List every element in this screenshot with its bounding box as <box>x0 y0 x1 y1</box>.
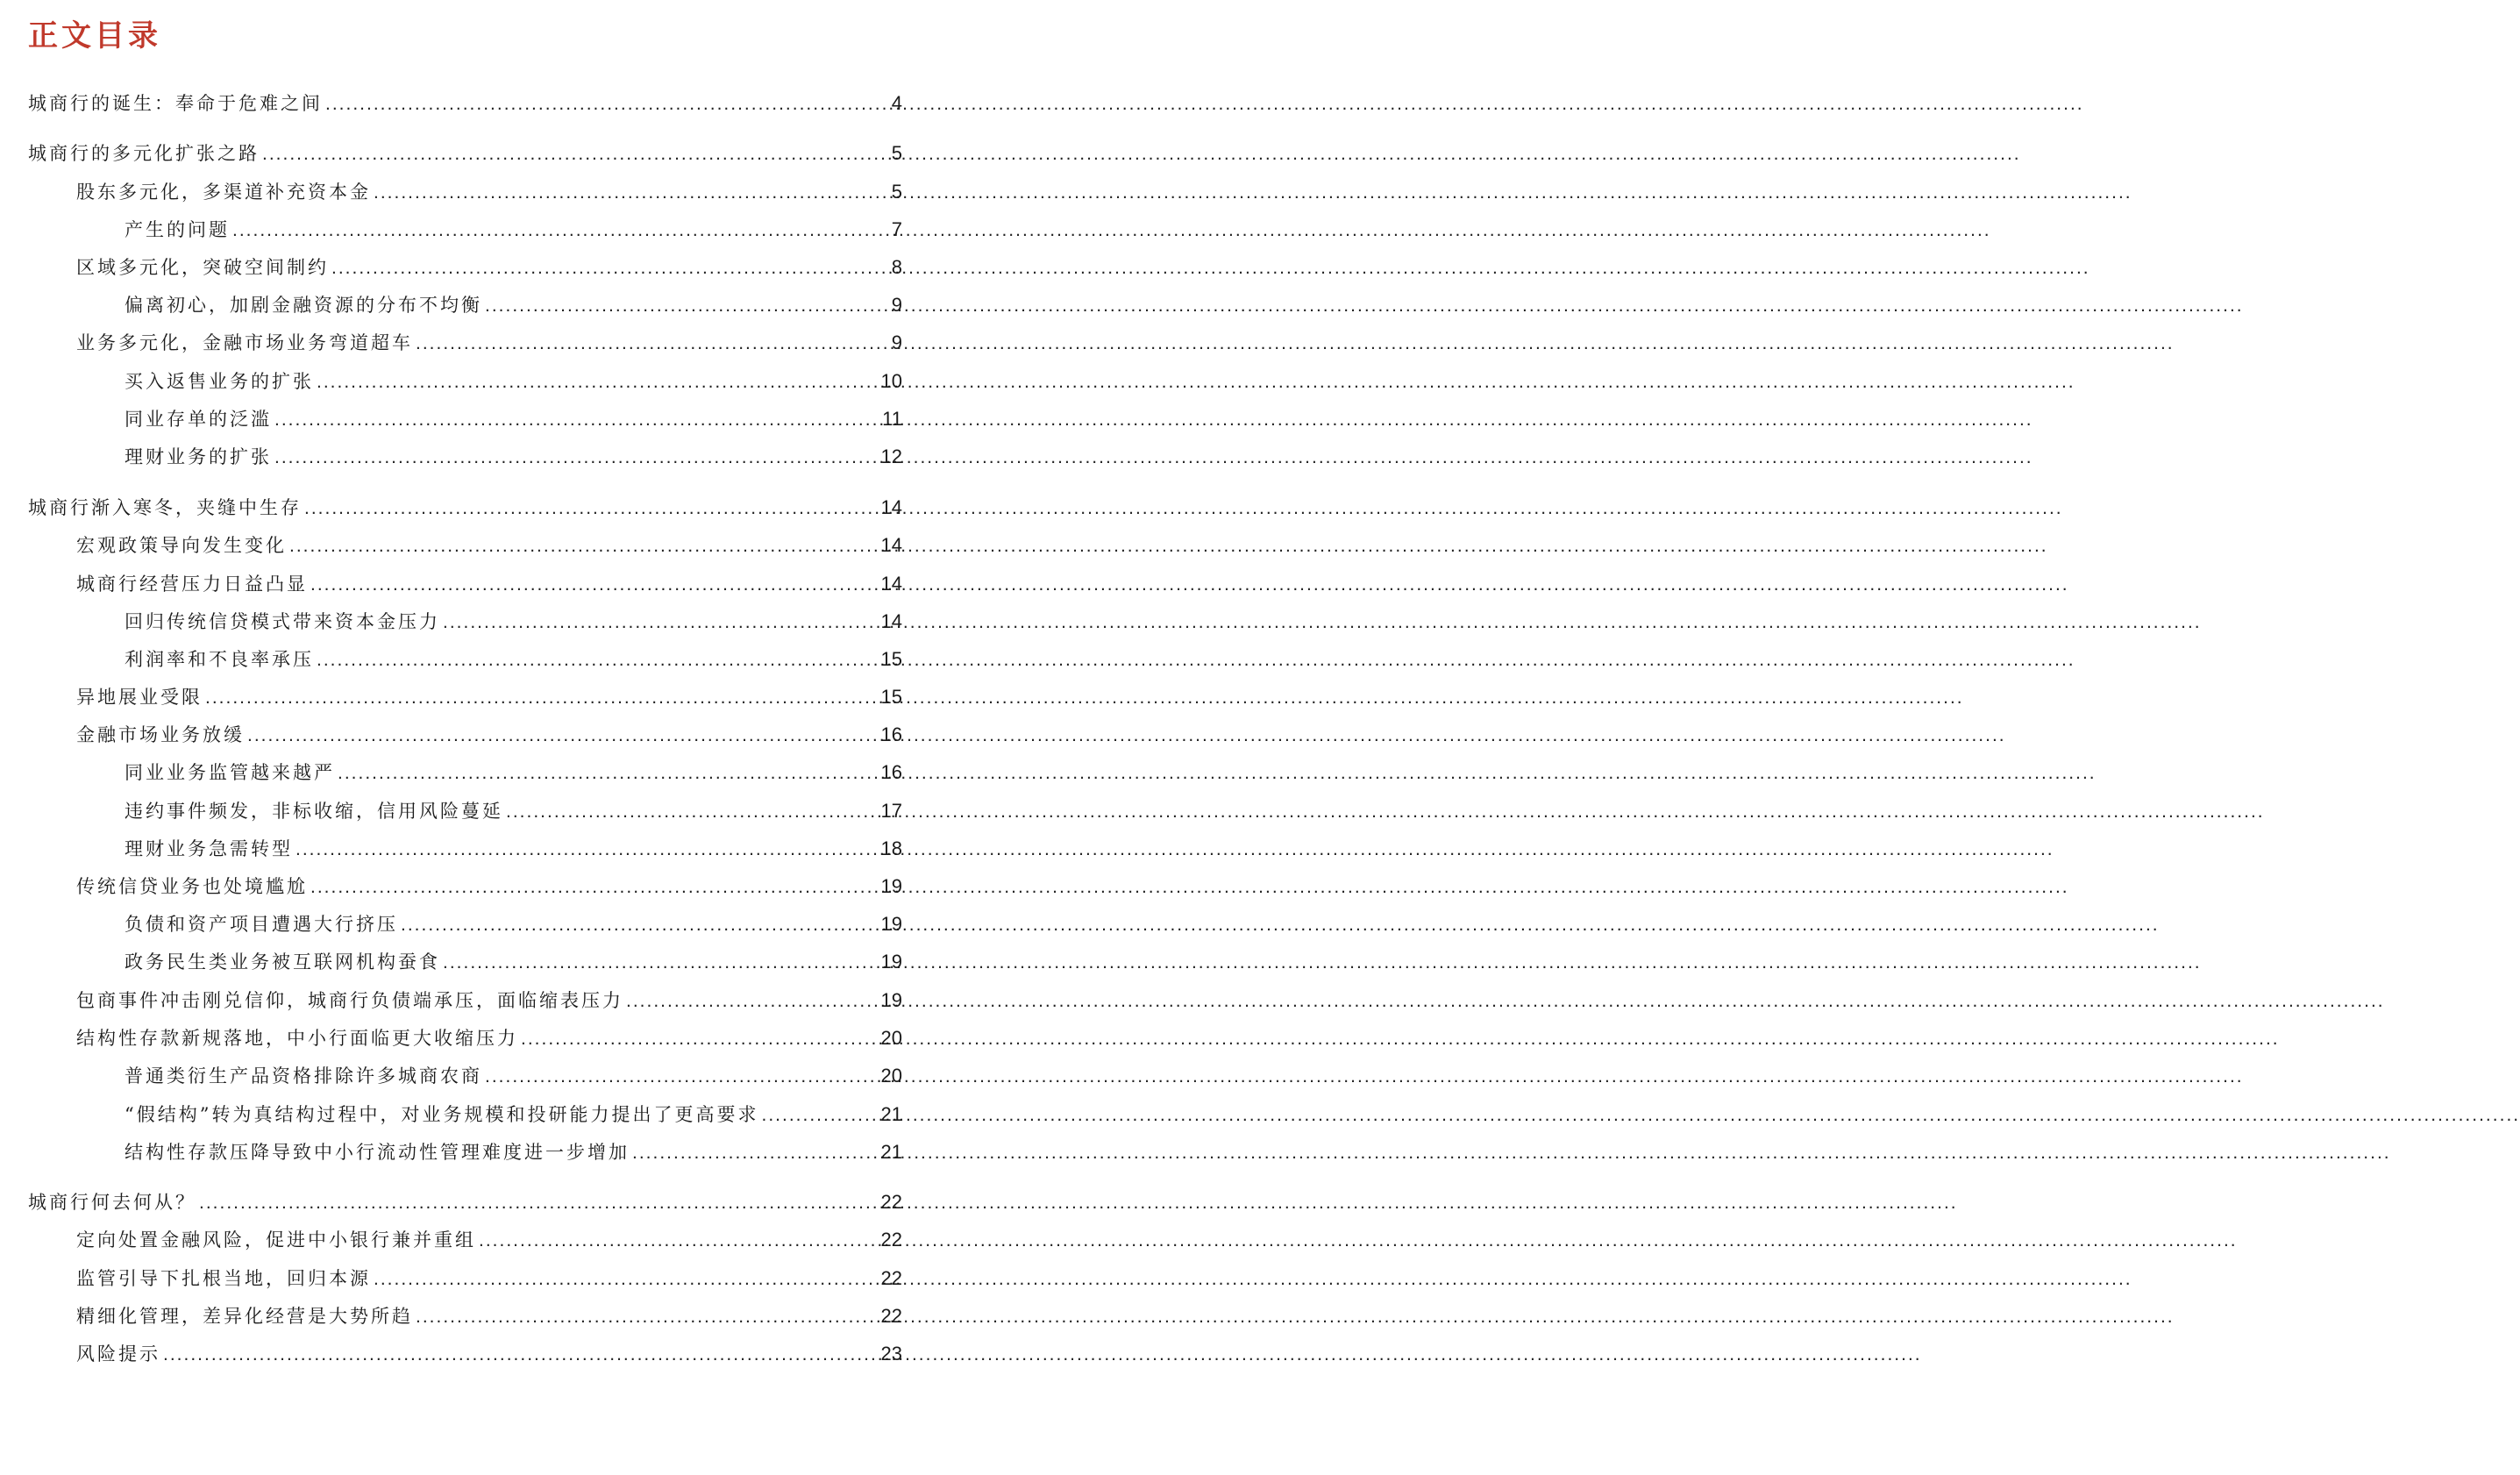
toc-entry[interactable] <box>76 1227 902 1253</box>
toc-dot-leader <box>443 609 879 636</box>
toc-entry[interactable] <box>125 1101 902 1128</box>
toc-entry[interactable] <box>28 495 902 521</box>
toc-dot-leader <box>479 1228 879 1254</box>
toc-entry-title: 宏观政策导向发生变化 <box>76 535 287 556</box>
toc-entry-page-number: 11 <box>882 408 902 430</box>
toc-entry-page-number: 9 <box>891 294 902 316</box>
toc-entry[interactable] <box>76 1303 902 1329</box>
toc-entry[interactable] <box>125 368 902 395</box>
toc-entry-title: 买入返售业务的扩张 <box>125 371 314 392</box>
toc-entry-page-number: 14 <box>880 496 902 518</box>
toc-dot-leader <box>485 1064 879 1090</box>
toc-entry[interactable] <box>125 1139 902 1165</box>
toc-entry[interactable] <box>125 1063 902 1089</box>
toc-entry-title: 异地展业受限 <box>76 687 203 708</box>
toc-entry[interactable] <box>76 987 902 1014</box>
toc-dot-leader <box>274 445 879 471</box>
toc-dot-leader <box>416 331 889 357</box>
toc-dot-leader <box>761 1102 878 1129</box>
toc-entry[interactable] <box>125 444 902 470</box>
toc-dot-leader <box>632 1140 879 1166</box>
toc-entry-page-number: 17 <box>880 800 902 822</box>
toc-entry-page-number: 14 <box>880 610 902 632</box>
toc-entry[interactable] <box>125 836 902 862</box>
toc-entry-page-number: 19 <box>880 913 902 935</box>
toc-entry[interactable] <box>76 532 902 559</box>
toc-entry[interactable] <box>76 1341 902 1367</box>
toc-dot-leader <box>416 1304 879 1330</box>
toc-dot-leader <box>262 141 889 167</box>
toc-entry-page-number: 22 <box>880 1267 902 1289</box>
toc-entry-page-number: 16 <box>880 761 902 783</box>
toc-entry[interactable] <box>125 759 902 786</box>
toc-dot-leader <box>506 799 879 825</box>
toc-entry-title: 结构性存款新规落地，中小行面临更大收缩压力 <box>76 1028 518 1049</box>
toc-dot-leader <box>274 407 879 433</box>
toc-entry-title: 传统信贷业务也处境尴尬 <box>76 876 308 897</box>
toc-entry-title: 理财业务的扩张 <box>125 446 272 467</box>
toc-entry-page-number: 14 <box>880 534 902 556</box>
toc-entry-title: 偏离初心，加剧金融资源的分布不均衡 <box>125 295 482 316</box>
toc-entry[interactable] <box>76 254 902 281</box>
toc-entry-title: 城商行的诞生：奉命于危难之间 <box>28 93 323 114</box>
toc-dot-leader <box>485 293 889 319</box>
toc-entry-title: 同业业务监管越来越严 <box>125 762 335 783</box>
toc-entry-page-number: 22 <box>880 1191 902 1213</box>
toc-dot-leader <box>304 495 879 522</box>
toc-entry-page-number: 22 <box>880 1229 902 1251</box>
toc-dot-leader <box>338 760 879 787</box>
toc-entry-page-number: 15 <box>880 648 902 670</box>
toc-list <box>0 0 934 1475</box>
toc-entry[interactable] <box>125 949 902 975</box>
toc-entry-title: 定向处置金融风险，促进中小银行兼并重组 <box>76 1229 476 1251</box>
toc-dot-leader <box>626 988 879 1015</box>
toc-entry-title: 结构性存款压降导致中小行流动性管理难度进一步增加 <box>125 1142 630 1163</box>
toc-entry-page-number: 4 <box>891 92 902 114</box>
toc-entry-page-number: 23 <box>880 1343 902 1365</box>
toc-entry-title: 包商事件冲击刚兑信仰，城商行负债端承压，面临缩表压力 <box>76 990 623 1011</box>
toc-dot-leader <box>310 874 879 901</box>
toc-entry-page-number: 21 <box>880 1141 902 1163</box>
toc-entry-page-number: 12 <box>880 445 902 467</box>
toc-entry-page-number: 18 <box>880 837 902 859</box>
toc-entry-title: 股东多元化，多渠道补充资本金 <box>76 182 371 203</box>
toc-entry-page-number: 22 <box>880 1305 902 1327</box>
toc-entry-title: 风险提示 <box>76 1343 160 1365</box>
toc-dot-leader <box>247 723 879 749</box>
toc-entry-title: 城商行何去何从？ <box>28 1192 196 1213</box>
toc-dot-leader <box>205 685 879 711</box>
toc-entry-title: 区域多元化，突破空间制约 <box>76 257 329 278</box>
toc-entry-page-number: 20 <box>880 1065 902 1087</box>
toc-entry[interactable] <box>76 722 902 748</box>
toc-dot-leader <box>374 180 889 206</box>
toc-entry[interactable] <box>28 140 902 167</box>
toc-entry[interactable] <box>76 179 902 205</box>
toc-entry[interactable] <box>125 217 902 243</box>
toc-entry[interactable] <box>28 90 902 117</box>
toc-entry[interactable] <box>76 1025 902 1051</box>
toc-dot-leader <box>443 950 879 976</box>
toc-dot-leader <box>232 217 889 244</box>
toc-entry[interactable] <box>125 292 902 318</box>
toc-entry-page-number: 5 <box>891 181 902 203</box>
toc-entry-page-number: 16 <box>880 723 902 745</box>
toc-entry[interactable] <box>125 406 902 432</box>
toc-entry-title: 负债和资产项目遭遇大行挤压 <box>125 914 398 935</box>
toc-dot-leader <box>317 647 879 673</box>
toc-entry[interactable] <box>76 1265 902 1292</box>
toc-entry-page-number: 20 <box>880 1027 902 1049</box>
toc-dot-leader <box>401 912 879 938</box>
toc-entry-title: 业务多元化，金融市场业务弯道超车 <box>76 332 413 353</box>
toc-dot-leader <box>199 1190 879 1216</box>
toc-dot-leader <box>289 533 879 559</box>
toc-entry-title: 城商行渐入寒冬，夹缝中生存 <box>28 497 302 518</box>
toc-entry-page-number: 14 <box>880 573 902 595</box>
toc-entry[interactable] <box>125 798 902 824</box>
toc-entry[interactable] <box>76 330 902 356</box>
toc-entry-title: 回归传统信贷模式带来资本金压力 <box>125 611 440 632</box>
toc-entry-page-number: 19 <box>880 989 902 1011</box>
toc-entry-title: 普通类衍生产品资格排除许多城商农商 <box>125 1065 482 1087</box>
toc-entry-title: 金融市场业务放缓 <box>76 724 245 745</box>
toc-dot-leader <box>163 1342 879 1368</box>
toc-entry-page-number: 9 <box>891 331 902 353</box>
toc-dot-leader <box>331 255 889 281</box>
toc-entry-title: 监管引导下扎根当地，回归本源 <box>76 1268 371 1289</box>
toc-dot-leader <box>521 1026 879 1052</box>
toc-entry-page-number: 5 <box>891 142 902 164</box>
toc-entry-page-number: 15 <box>880 686 902 708</box>
toc-entry[interactable] <box>76 571 902 597</box>
toc-entry-title: 同业存单的泛滥 <box>125 409 272 430</box>
toc-entry-page-number: 21 <box>880 1103 902 1125</box>
toc-dot-leader <box>374 1266 879 1293</box>
toc-entry[interactable] <box>28 1189 902 1215</box>
page-title: 正文目录 <box>28 18 161 53</box>
toc-dot-leader <box>310 572 879 598</box>
toc-entry[interactable] <box>125 609 902 635</box>
toc-entry[interactable] <box>76 873 902 900</box>
toc-entry-title: 违约事件频发，非标收缩，信用风险蔓延 <box>125 801 503 822</box>
toc-entry-page-number: 8 <box>891 256 902 278</box>
toc-dot-leader <box>325 91 889 118</box>
toc-entry-page-number: 10 <box>880 370 902 392</box>
toc-dot-leader <box>317 369 879 395</box>
toc-entry-title: 城商行经营压力日益凸显 <box>76 574 308 595</box>
toc-entry-page-number: 19 <box>880 951 902 973</box>
toc-entry[interactable] <box>76 684 902 710</box>
toc-entry-title: 理财业务急需转型 <box>125 838 293 859</box>
toc-entry-page-number: 19 <box>880 875 902 897</box>
toc-entry-title: 利润率和不良率承压 <box>125 649 314 670</box>
toc-entry-title: 城商行的多元化扩张之路 <box>28 143 260 164</box>
toc-entry-title: 政务民生类业务被互联网机构蚕食 <box>125 951 440 973</box>
toc-entry-title: 产生的问题 <box>125 219 230 240</box>
toc-entry[interactable] <box>125 911 902 937</box>
toc-dot-leader <box>295 837 879 863</box>
toc-entry[interactable] <box>125 646 902 673</box>
toc-entry-title: “假结构”转为真结构过程中，对业务规模和投研能力提出了更高要求 <box>125 1104 759 1125</box>
toc-entry-page-number: 7 <box>891 218 902 240</box>
toc-entry-title: 精细化管理，差异化经营是大势所趋 <box>76 1306 413 1327</box>
